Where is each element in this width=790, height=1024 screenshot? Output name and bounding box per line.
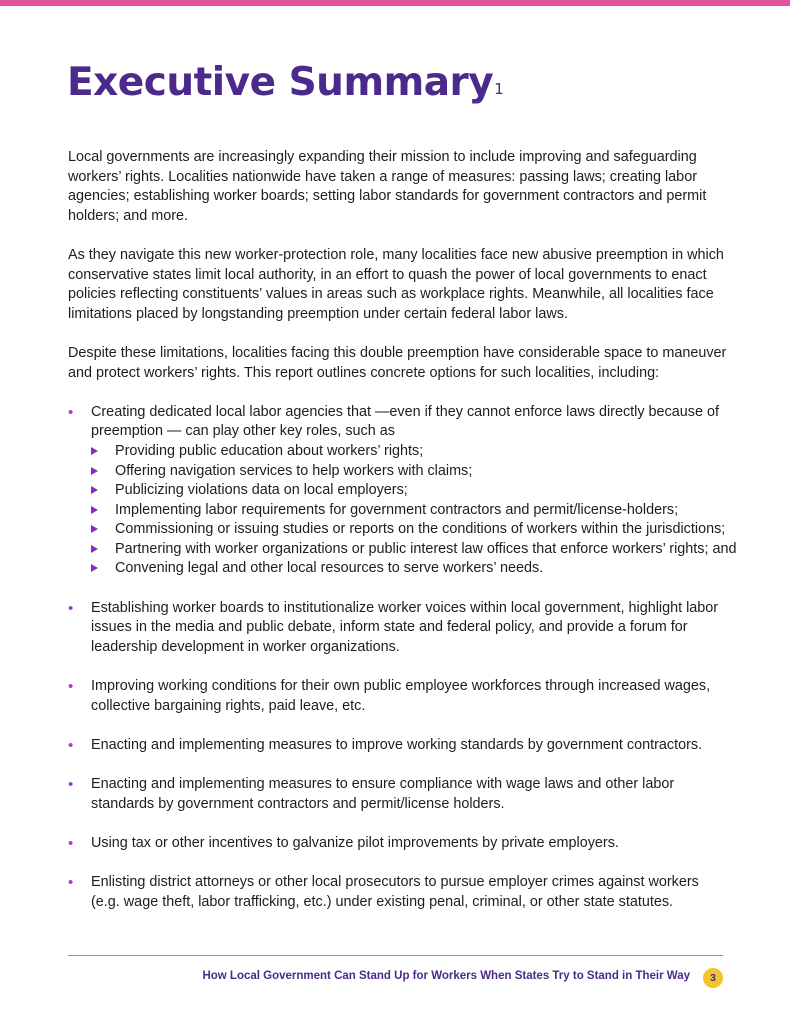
bullet-icon: • (68, 873, 74, 891)
list-item-text: Enacting and implementing measures to improve working standards by government contractors. (91, 736, 703, 753)
list-item-text: Using tax or other incentives to galvanize pilot improvements by private employers. (91, 834, 619, 851)
arrow-bullet-icon (91, 545, 98, 553)
paragraph-intro: Local governments are increasingly expanding their mission to include improving and safeguarding workers’ rights. Localities nationwide have taken a range of measures: passing laws; creating labor agencies; establishing worker boards; setting labor standards for government contractors and permit holders; and more. (68, 149, 707, 224)
sub-list-item (91, 501, 728, 521)
arrow-bullet-icon (91, 506, 98, 514)
list-item-text: Improving working conditions for their own public employee workforces through increased wages, collective bargaining rights, paid leave, etc. (91, 678, 711, 714)
bullet-icon: • (68, 599, 74, 617)
sub-list (91, 442, 737, 579)
list-item-text: Establishing worker boards to institutionalize worker voices within local government, highlight labor issues in the media and public debate, inform state and federal policy, and provide a forum for leadership development in worker organizations. (91, 599, 719, 655)
sub-list-item-text: Publicizing violations data on local employers; (115, 482, 408, 499)
list-item (68, 599, 728, 658)
sub-list-item-text: Offering navigation services to help workers with claims; (115, 462, 473, 479)
arrow-bullet-icon (91, 525, 98, 533)
paragraph-options: Despite these limitations, localities facing this double preemption have considerable space to maneuver and protect workers’ rights. This report outlines concrete options for such localities, including: (68, 344, 727, 381)
list-item (68, 403, 737, 579)
bullet-icon: • (68, 834, 74, 852)
sub-list-item-text: Partnering with worker organizations or public interest law offices that enforce workers’ rights; and (115, 540, 737, 557)
arrow-bullet-icon (91, 486, 98, 494)
arrow-bullet-icon (91, 467, 98, 475)
list-item-text: Enlisting district attorneys or other local prosecutors to pursue employer crimes against workers (e.g. wage theft, labor trafficking, etc.) under existing penal, criminal, or other state statutes. (91, 873, 699, 910)
sub-list-item (91, 520, 728, 540)
sub-list-item (91, 442, 728, 462)
sub-list-item (91, 540, 737, 560)
page-title (67, 58, 503, 108)
footer-report-title: How Local Government Can Stand Up for Workers When States Try to Stand in Their Way (202, 970, 690, 982)
list-item (68, 834, 728, 854)
top-accent-bar (0, 0, 790, 6)
list-item-text: Creating dedicated local labor agencies that —even if they cannot enforce laws directly because of preemption — can play other key roles, such as (91, 403, 719, 440)
list-item-text: Enacting and implementing measures to ensure compliance with wage laws and other labor standards by government contractors and permit/license holders. (91, 776, 675, 812)
sub-list-item-text: Implementing labor requirements for government contractors and permit/license-holders; (115, 501, 679, 518)
arrow-bullet-icon (91, 447, 98, 455)
sub-list-item (91, 462, 728, 482)
bullet-icon: • (68, 736, 74, 754)
bullet-icon: • (68, 678, 74, 696)
title-text: Executive Summary (67, 60, 494, 105)
sub-list-item-text: Commissioning or issuing studies or reports on the conditions of workers within the jurisdictions; (115, 521, 726, 538)
list-item (68, 873, 728, 912)
sub-list-item-text: Providing public education about workers’ rights; (115, 442, 424, 459)
sub-list-item (91, 481, 728, 501)
options-list (68, 403, 737, 912)
bullet-icon: • (68, 776, 74, 793)
sub-list-item-text: Convening legal and other local resources to serve workers’ needs. (115, 560, 544, 577)
list-item (68, 677, 728, 716)
footer-divider (68, 955, 723, 956)
page-number-badge: 3 (703, 968, 723, 988)
list-item (68, 736, 728, 756)
arrow-bullet-icon (91, 564, 98, 572)
list-item (68, 775, 728, 814)
sub-list-item (91, 559, 728, 579)
bullet-icon: • (68, 403, 74, 421)
title-footnote-marker[interactable]: 1 (494, 80, 504, 98)
body-content (68, 148, 737, 932)
paragraph-preemption: As they navigate this new worker-protection role, many localities face new abusive preemption in which conservative states limit local authority, in an effort to quash the power of local governments to enact policies reflecting constituents’ values in areas such as workplace rights. Meanwhile, all localities face limitations placed by longstanding preemption under certain federal labor laws. (68, 246, 724, 322)
